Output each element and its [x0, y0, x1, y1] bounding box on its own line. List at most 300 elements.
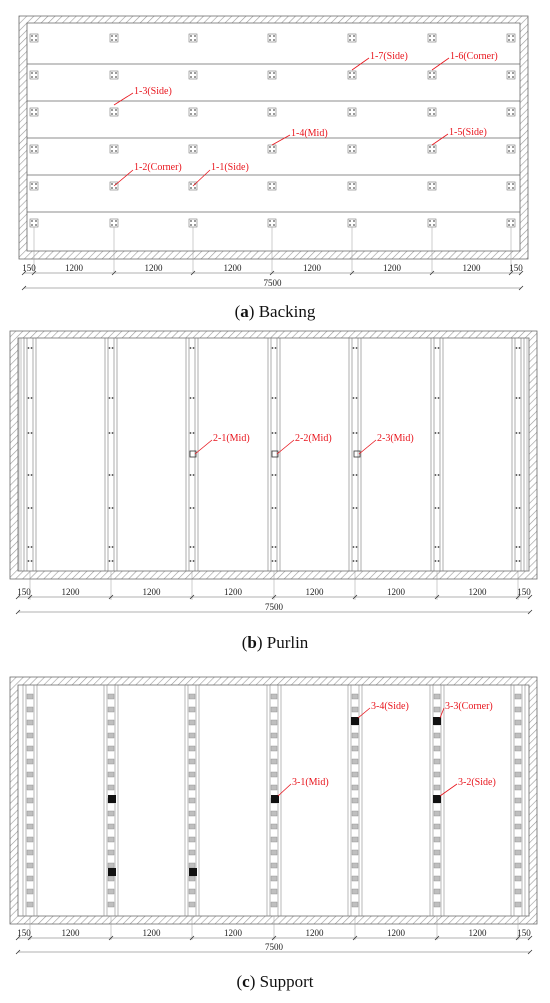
purlin-bolt — [193, 347, 195, 349]
purlin-bolt — [31, 474, 33, 476]
backing-fasteners — [30, 34, 515, 272]
rail-clip — [271, 694, 277, 699]
caption-b-title: Purlin — [266, 633, 309, 652]
fastener-dot — [35, 187, 37, 189]
rail-clip — [108, 746, 114, 751]
label-1-5: 1-5(Side) — [449, 127, 487, 138]
rail-clip — [352, 876, 358, 881]
fastener-box — [348, 145, 356, 153]
fastener-box — [30, 182, 38, 190]
purlin-bolt — [193, 432, 195, 434]
dimension-span-label: 1200 — [142, 587, 161, 597]
fastener-dot — [31, 39, 33, 41]
rail-clip — [189, 889, 195, 894]
fastener-dot — [508, 187, 510, 189]
fastener-dot — [512, 113, 514, 115]
fastener-dot — [508, 39, 510, 41]
fastener-dot — [508, 224, 510, 226]
fastener-dot — [111, 113, 113, 115]
rail-clip — [189, 746, 195, 751]
caption-a: (a) Backing — [234, 302, 316, 321]
label-3-2: 3-2(Side) — [458, 777, 496, 788]
fastener-group — [189, 71, 197, 79]
rail-clip — [108, 876, 114, 881]
rail-clip — [108, 863, 114, 868]
rail-clip — [108, 824, 114, 829]
dimension-span-label: 150 — [509, 263, 523, 273]
caption-c: (c) Support — [236, 972, 314, 991]
fastener-dot — [273, 76, 275, 78]
fastener-dot — [31, 35, 33, 37]
purlin-bolt — [109, 397, 111, 399]
purlin-bolt — [109, 432, 111, 434]
rail-clip — [108, 772, 114, 777]
purlin-bolt — [519, 560, 521, 562]
fastener-group — [268, 145, 276, 153]
rail-clip — [189, 759, 195, 764]
purlin-bolt — [109, 507, 111, 509]
fastener-dot — [353, 76, 355, 78]
fastener-dot — [194, 76, 196, 78]
rail-clip — [271, 837, 277, 842]
purlin-bolt — [275, 347, 277, 349]
purlin-bolt — [438, 347, 440, 349]
rail-clip — [352, 863, 358, 868]
rail-clip — [434, 837, 440, 842]
fastener-dot — [194, 220, 196, 222]
purlin — [19, 338, 36, 600]
purlin-bolt — [353, 507, 355, 509]
fastener-dot — [115, 39, 117, 41]
purlin-bolt — [516, 546, 518, 548]
fastener-group — [428, 145, 436, 153]
rail-clip — [352, 733, 358, 738]
rail-clip — [434, 863, 440, 868]
rail-clip — [108, 850, 114, 855]
fastener-dot — [111, 183, 113, 185]
fastener-dot — [190, 146, 192, 148]
purlin-bolt — [353, 347, 355, 349]
purlin-bolt — [516, 560, 518, 562]
fastener-dot — [269, 146, 271, 148]
purlin-bolt — [356, 397, 358, 399]
fastener-dot — [35, 109, 37, 111]
rail-clip — [27, 759, 33, 764]
purlin — [512, 338, 529, 600]
rail-clip — [515, 733, 521, 738]
fastener-dot — [433, 183, 435, 185]
label-1-2: 1-2(Corner) — [134, 162, 182, 173]
purlin-bolt — [112, 560, 114, 562]
label-2-1: 2-1(Mid) — [213, 433, 250, 444]
label-2-3: 2-3(Mid) — [377, 433, 414, 444]
purlin — [186, 338, 198, 600]
purlin-bolt — [356, 347, 358, 349]
rail-clip — [434, 902, 440, 907]
fastener-dot — [31, 72, 33, 74]
fastener-dot — [512, 187, 514, 189]
fastener-dot — [273, 113, 275, 115]
fastener-dot — [508, 150, 510, 152]
purlin-bolt — [28, 546, 30, 548]
purlin-bolt — [435, 347, 437, 349]
rail-clip — [515, 694, 521, 699]
fastener-dot — [429, 150, 431, 152]
purlin-bolt — [109, 546, 111, 548]
purlin-bolt — [193, 397, 195, 399]
rail-clip — [27, 863, 33, 868]
rail-clip — [434, 759, 440, 764]
rail-clip — [515, 876, 521, 881]
fastener-dot — [508, 72, 510, 74]
purlin-bolt — [275, 546, 277, 548]
fastener-dot — [429, 113, 431, 115]
fastener-dot — [194, 39, 196, 41]
dimension-span-label: 1200 — [61, 928, 80, 938]
rail-clip — [27, 785, 33, 790]
rail-clip — [189, 707, 195, 712]
rail-clip — [27, 694, 33, 699]
fastener-dot — [111, 72, 113, 74]
fastener-dot — [194, 187, 196, 189]
rail-clip — [27, 889, 33, 894]
fastener-dot — [508, 35, 510, 37]
purlin-bolt — [356, 507, 358, 509]
purlin — [268, 338, 280, 600]
caption-b: (b) Purlin — [241, 633, 309, 652]
fastener-dot — [433, 224, 435, 226]
purlin-bolt — [112, 347, 114, 349]
purlin-bolt — [28, 397, 30, 399]
rail-clip — [108, 733, 114, 738]
rail-clip — [434, 733, 440, 738]
rail-clip — [271, 824, 277, 829]
fastener-dot — [31, 224, 33, 226]
panel-b-frame — [10, 331, 537, 579]
dimension-span-label: 1200 — [223, 263, 242, 273]
fastener-group — [428, 34, 436, 42]
purlin-bolt — [516, 347, 518, 349]
purlin-bolt — [356, 432, 358, 434]
fastener-dot — [429, 76, 431, 78]
purlin-bolt — [438, 432, 440, 434]
dimension-span-label: 1200 — [387, 928, 405, 938]
purlin-bolt — [112, 474, 114, 476]
fastener-dot — [349, 72, 351, 74]
rail-clip — [27, 772, 33, 777]
label-1-6: 1-6(Corner) — [450, 51, 498, 62]
fastener-dot — [31, 150, 33, 152]
purlin-bolt — [438, 560, 440, 562]
fastener-dot — [269, 109, 271, 111]
purlin-bolt — [190, 397, 192, 399]
fastener-dot — [111, 187, 113, 189]
fastener-box — [110, 34, 118, 42]
purlin-bolt — [275, 507, 277, 509]
rail-clip — [271, 889, 277, 894]
purlins — [19, 338, 529, 600]
fastener-group — [189, 34, 197, 42]
purlin-bolt — [272, 397, 274, 399]
fastener-dot — [35, 35, 37, 37]
dimension-span-label: 150 — [22, 263, 36, 273]
fastener-dot — [35, 72, 37, 74]
fastener-dot — [115, 220, 117, 222]
fastener-dot — [35, 146, 37, 148]
purlin-bolt — [435, 432, 437, 434]
rail-clip — [271, 876, 277, 881]
fastener-group — [428, 71, 436, 79]
rail-clip — [27, 811, 33, 816]
purlin-bolt — [28, 474, 30, 476]
fastener-group — [268, 182, 276, 190]
purlin-bolt — [109, 474, 111, 476]
fastener-box — [348, 182, 356, 190]
fastener-dot — [433, 187, 435, 189]
rail-clip — [515, 811, 521, 816]
fastener-group — [507, 34, 515, 42]
purlin-bolt — [28, 560, 30, 562]
label-1-7: 1-7(Side) — [370, 51, 408, 62]
fastener-dot — [508, 76, 510, 78]
dimension-span-label: 1200 — [65, 263, 83, 273]
fastener-group — [348, 219, 356, 227]
rail-clip — [108, 759, 114, 764]
purlin-bolt — [275, 560, 277, 562]
purlin-bolt — [438, 507, 440, 509]
rail-clip — [271, 811, 277, 816]
dimension-span-label: 1200 — [468, 587, 487, 597]
fastener-dot — [353, 35, 355, 37]
fastener-group — [507, 219, 515, 227]
purlin-bolt — [190, 474, 192, 476]
fastener-group — [348, 108, 356, 116]
fastener-group — [428, 219, 436, 227]
rail-clip — [271, 759, 277, 764]
rail-clip — [271, 707, 277, 712]
rail-clip — [352, 902, 358, 907]
fastener-dot — [512, 72, 514, 74]
fastener-dot — [194, 150, 196, 152]
purlin-bolt — [272, 560, 274, 562]
purlin-bolt — [356, 546, 358, 548]
support-rail — [23, 685, 37, 940]
rail-clip — [271, 772, 277, 777]
rail-clip — [27, 902, 33, 907]
purlin-bolt — [435, 397, 437, 399]
fastener-dot — [273, 224, 275, 226]
fastener-dot — [353, 113, 355, 115]
fastener-dot — [194, 72, 196, 74]
fastener-box — [110, 145, 118, 153]
purlin-bolt — [190, 546, 192, 548]
fastener-box — [30, 108, 38, 116]
fastener-dot — [433, 35, 435, 37]
fastener-dot — [429, 72, 431, 74]
fastener-dot — [349, 76, 351, 78]
purlin-bolt — [353, 432, 355, 434]
rail-clip — [189, 902, 195, 907]
panel-c-labels — [278, 701, 496, 796]
rail-clip — [352, 772, 358, 777]
rail-clip — [352, 694, 358, 699]
rail-clip — [434, 876, 440, 881]
fastener-group — [268, 71, 276, 79]
rail-clip — [27, 707, 33, 712]
dimension-span-label: 1200 — [383, 263, 401, 273]
support-rail — [104, 685, 118, 940]
fastener-dot — [508, 113, 510, 115]
fastener-dot — [353, 220, 355, 222]
support-rail — [185, 685, 199, 940]
fastener-box — [30, 219, 38, 227]
caption-c-letter: c — [242, 972, 250, 991]
label-1-4: 1-4(Mid) — [291, 128, 328, 139]
support-rails — [23, 685, 525, 940]
fastener-dot — [353, 39, 355, 41]
rail-clip — [189, 720, 195, 725]
rail-clip — [434, 785, 440, 790]
purlin-bolt — [519, 347, 521, 349]
fastener-dot — [31, 187, 33, 189]
fastener-dot — [269, 183, 271, 185]
rail-clip — [352, 889, 358, 894]
fastener-dot — [273, 109, 275, 111]
fastener-box — [110, 71, 118, 79]
rail-clip — [108, 694, 114, 699]
rail-clip — [434, 772, 440, 777]
fastener-dot — [269, 220, 271, 222]
purlin-bolt — [272, 432, 274, 434]
fastener-group — [189, 145, 197, 153]
purlin-bolt — [519, 507, 521, 509]
dimension-span-label: 1200 — [224, 928, 242, 938]
label-3-3: 3-3(Corner) — [445, 701, 493, 712]
support-rail — [511, 685, 525, 940]
purlin-bolt — [28, 432, 30, 434]
fastener-dot — [269, 113, 271, 115]
purlin-bolt — [190, 432, 192, 434]
fastener-dot — [349, 220, 351, 222]
purlin-bolt — [28, 347, 30, 349]
fastener-dot — [353, 72, 355, 74]
fastener-box — [268, 145, 276, 153]
fastener-dot — [190, 113, 192, 115]
fastener-group — [30, 145, 38, 153]
purlin-bolt — [31, 507, 33, 509]
fastener-group — [110, 145, 118, 153]
fastener-dot — [512, 35, 514, 37]
rail-clip — [271, 902, 277, 907]
rail-clip — [189, 798, 195, 803]
fastener-box — [428, 34, 436, 42]
rail-clip — [515, 759, 521, 764]
fastener-box — [110, 108, 118, 116]
fastener-dot — [194, 113, 196, 115]
fastener-box — [268, 182, 276, 190]
purlin-bolt — [31, 432, 33, 434]
rail-clip — [434, 850, 440, 855]
fastener-dot — [433, 109, 435, 111]
rail-clip — [352, 837, 358, 842]
purlin-bolt — [112, 546, 114, 548]
rail-clip — [108, 720, 114, 725]
purlin-bolt — [519, 397, 521, 399]
purlin-bolt — [112, 507, 114, 509]
rail-clip — [434, 824, 440, 829]
fastener-dot — [194, 109, 196, 111]
rail-clip — [515, 746, 521, 751]
rail-clip — [27, 733, 33, 738]
fastener-dot — [35, 76, 37, 78]
fastener-dot — [35, 224, 37, 226]
fastener-box — [348, 219, 356, 227]
fastener-dot — [433, 146, 435, 148]
purlin-bolt — [438, 397, 440, 399]
rail-clip — [515, 772, 521, 777]
purlin-bolt — [519, 546, 521, 548]
fastener-dot — [433, 72, 435, 74]
purlin-bolt — [109, 347, 111, 349]
fastener-dot — [433, 113, 435, 115]
fastener-group — [268, 219, 276, 227]
fastener-dot — [349, 183, 351, 185]
fastener-dot — [508, 220, 510, 222]
fastener-dot — [512, 109, 514, 111]
fastener-dot — [349, 187, 351, 189]
fastener-dot — [115, 35, 117, 37]
rail-clip — [271, 850, 277, 855]
rail-clip — [108, 902, 114, 907]
fastener-dot — [35, 113, 37, 115]
total-dimension-label: 7500 — [263, 278, 282, 288]
fastener-group — [507, 108, 515, 116]
fastener-dot — [115, 113, 117, 115]
fastener-dot — [190, 35, 192, 37]
fastener-group — [30, 108, 38, 116]
fastener-box — [428, 71, 436, 79]
caption-b-letter: b — [247, 633, 257, 652]
fastener-dot — [508, 183, 510, 185]
rail-clip — [27, 850, 33, 855]
purlin-bolt — [31, 560, 33, 562]
fastener-box — [268, 71, 276, 79]
fastener-dot — [31, 76, 33, 78]
rail-clip — [515, 889, 521, 894]
rail-clip — [108, 707, 114, 712]
rail-clip — [434, 811, 440, 816]
fastener-dot — [31, 183, 33, 185]
dimension-span-label: 150 — [517, 928, 531, 938]
fastener-dot — [111, 39, 113, 41]
fastener-dot — [429, 146, 431, 148]
fastener-dot — [273, 187, 275, 189]
rail-clip — [434, 707, 440, 712]
label-1-1: 1-1(Side) — [211, 162, 249, 173]
fastener-box — [507, 34, 515, 42]
fastener-dot — [31, 113, 33, 115]
fastener-dot — [429, 35, 431, 37]
rail-clip — [352, 811, 358, 816]
rail-clip — [515, 824, 521, 829]
fastener-box — [189, 71, 197, 79]
fastener-group — [348, 182, 356, 190]
rail-clip — [189, 876, 195, 881]
fastener-group — [110, 108, 118, 116]
fastener-box — [268, 219, 276, 227]
purlin-bolt — [435, 474, 437, 476]
fastener-dot — [190, 183, 192, 185]
